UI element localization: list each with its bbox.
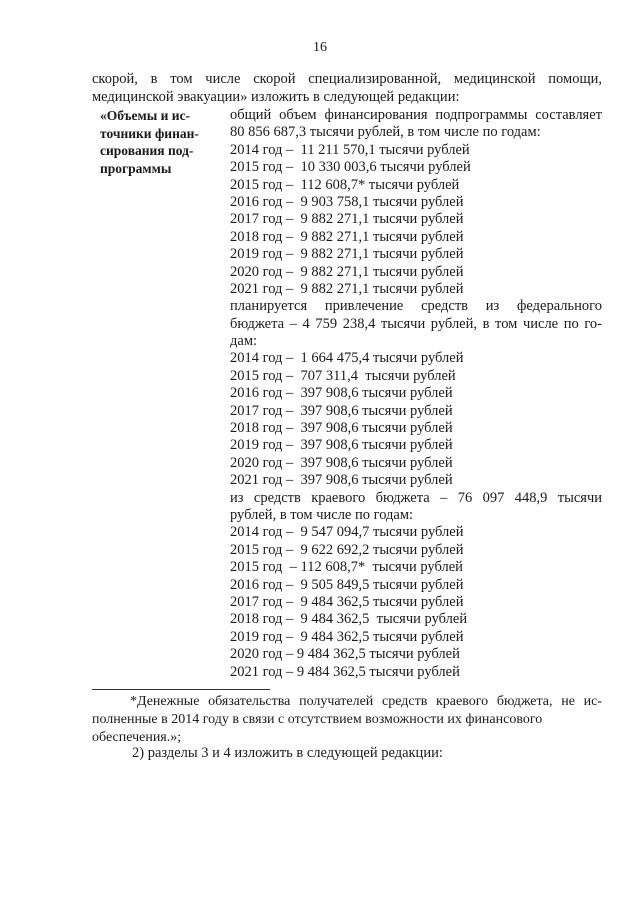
content-line: планируется привлечение средств из федерального: [230, 298, 602, 315]
content-line: 2017 год – 9 484 362,5 тысячи рублей: [230, 593, 464, 610]
label-line: точники финан-: [100, 125, 199, 141]
footnote-line: полненные в 2014 году в связи с отсутствием возможности их финансового: [92, 712, 543, 727]
content-line: 2019 год – 9 882 271,1 тысячи рублей: [230, 246, 464, 263]
content-line: 2014 год – 9 547 094,7 тысячи рублей: [230, 524, 464, 541]
content-line: 2014 год – 11 211 570,1 тысячи рублей: [230, 141, 470, 158]
page-number: 16: [313, 40, 327, 55]
closing-paragraph: 2) разделы 3 и 4 изложить в следующей редакции:: [132, 745, 443, 761]
content-line: 2021 год – 9 882 271,1 тысячи рублей: [230, 280, 464, 297]
content-line: 2020 год – 397 908,6 тысячи рублей: [230, 454, 453, 471]
content-line: общий объем финансирования подпрограммы составляет: [230, 107, 602, 123]
intro-line: скорой, в том числе скорой специализированной, медицинской помощи,: [92, 71, 602, 87]
content-line: 2015 год – 707 311,4 тысячи рублей: [230, 367, 456, 384]
intro-paragraph: [92, 70, 602, 106]
content-line: 2018 год – 9 882 271,1 тысячи рублей: [230, 228, 464, 245]
content-line: 2015 год – 112 608,7* тысячи рублей: [230, 176, 460, 193]
content-line: 2020 год – 9 882 271,1 тысячи рублей: [230, 263, 464, 280]
content-line: рублей, в том числе по годам:: [230, 506, 414, 523]
financing-content: [230, 107, 602, 681]
content-line: 2018 год – 397 908,6 тысячи рублей: [230, 420, 453, 437]
content-line: 2017 год – 9 882 271,1 тысячи рублей: [230, 211, 464, 228]
label-line: сирования под-: [100, 143, 194, 158]
content-line: 2015 год – 10 330 003,6 тысячи рублей: [230, 159, 471, 176]
content-line: бюджета – 4 759 238,4 тысячи рублей, в том числе по го-: [230, 315, 602, 332]
footnote: [92, 693, 602, 747]
content-line: 2020 год – 9 484 362,5 тысячи рублей: [230, 646, 460, 663]
label-line: программы: [100, 160, 172, 176]
content-line: 2019 год – 9 484 362,5 тысячи рублей: [230, 628, 464, 645]
label-line: «Объемы и ис-: [100, 108, 191, 123]
content-line: 2014 год – 1 664 475,4 тысячи рублей: [230, 350, 464, 367]
content-line: 2021 год – 397 908,6 тысячи рублей: [230, 472, 453, 489]
content-line: дам:: [230, 333, 258, 350]
content-line: 80 856 687,3 тысячи рублей, в том числе по годам:: [230, 124, 541, 141]
content-line: 2015 год – 9 622 692,2 тысячи рублей: [230, 541, 464, 558]
content-line: 2016 год – 9 903 758,1 тысячи рублей: [230, 193, 464, 210]
content-line: 2019 год – 397 908,6 тысячи рублей: [230, 437, 453, 454]
content-line: из средств краевого бюджета – 76 097 448,9 тысячи: [230, 489, 602, 506]
content-line: 2015 год – 112 608,7* тысячи рублей: [230, 559, 463, 576]
content-line: 2021 год – 9 484 362,5 тысячи рублей: [230, 663, 460, 680]
footnote-divider: [92, 689, 270, 690]
content-line: 2018 год – 9 484 362,5 тысячи рублей: [230, 611, 468, 628]
footnote-line: *Денежные обязательства получателей средств краевого бюджета, не ис-: [130, 694, 602, 709]
content-line: 2017 год – 397 908,6 тысячи рублей: [230, 402, 453, 419]
footnote-line: обеспечения.»;: [92, 730, 182, 745]
intro-line: медицинской эвакуации» изложить в следующей редакции:: [92, 89, 460, 105]
content-line: 2016 год – 397 908,6 тысячи рублей: [230, 385, 453, 402]
content-line: 2016 год – 9 505 849,5 тысячи рублей: [230, 576, 464, 593]
section-label: [100, 107, 222, 177]
